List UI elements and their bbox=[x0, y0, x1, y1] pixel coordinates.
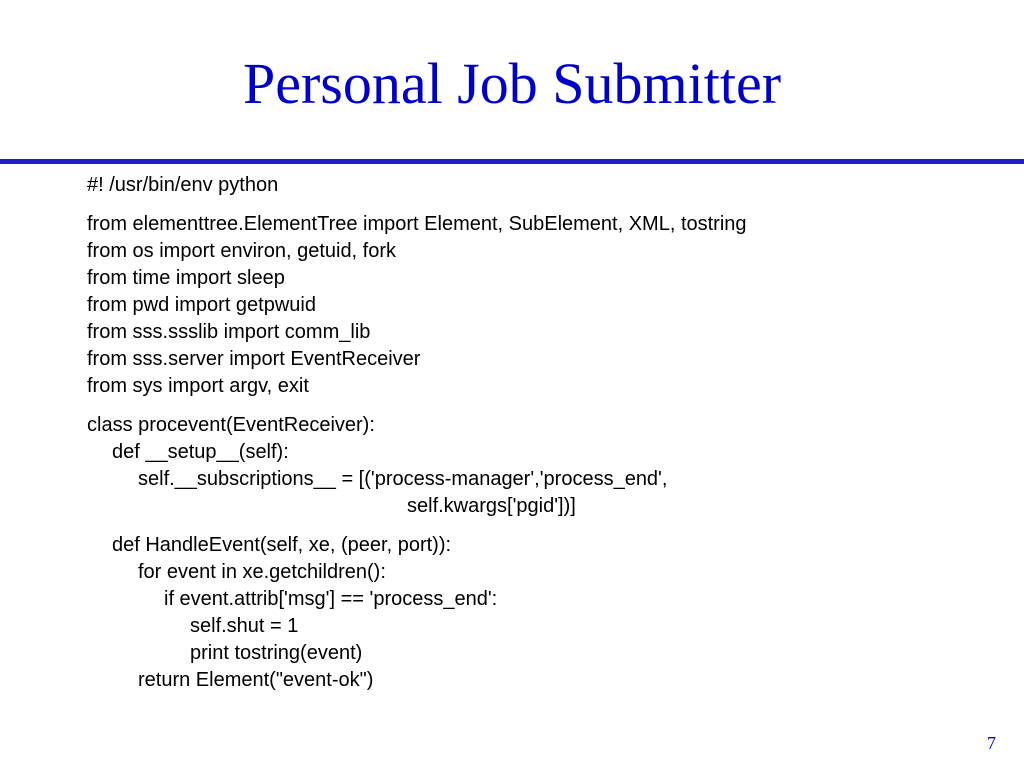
code-line-print: print tostring(event) bbox=[190, 642, 363, 664]
page-number: 7 bbox=[987, 733, 996, 753]
code-line-import: from sss.ssslib import comm_lib bbox=[87, 321, 371, 343]
code-line-import: from time import sleep bbox=[87, 267, 285, 289]
code-line-import: from os import environ, getuid, fork bbox=[87, 240, 397, 262]
code-listing bbox=[87, 172, 747, 694]
code-line-handle-def: def HandleEvent(self, xe, (peer, port)): bbox=[112, 534, 452, 556]
code-line-shut-assign: self.shut = 1 bbox=[190, 615, 299, 637]
slide-title: Personal Job Submitter bbox=[242, 51, 782, 116]
code-line-subscriptions: self.__subscriptions__ = [('process-manager','process_end', bbox=[138, 468, 668, 490]
code-line-import: from sys import argv, exit bbox=[87, 375, 309, 397]
code-line-shebang: #! /usr/bin/env python bbox=[87, 174, 279, 196]
title-divider bbox=[0, 159, 1024, 164]
code-line-class-def: class procevent(EventReceiver): bbox=[87, 414, 375, 436]
code-line-import: from sss.server import EventReceiver bbox=[87, 348, 421, 370]
code-line-return: return Element("event-ok") bbox=[138, 669, 374, 691]
code-line-subscriptions-cont: self.kwargs['pgid'])] bbox=[407, 495, 576, 517]
code-line-import: from elementtree.ElementTree import Element, SubElement, XML, tostring bbox=[87, 213, 747, 235]
code-line-setup-def: def __setup__(self): bbox=[112, 441, 289, 463]
code-line-if-statement: if event.attrib['msg'] == 'process_end': bbox=[164, 588, 498, 610]
code-line-import: from pwd import getpwuid bbox=[87, 294, 316, 316]
code-line-for-loop: for event in xe.getchildren(): bbox=[138, 561, 386, 583]
